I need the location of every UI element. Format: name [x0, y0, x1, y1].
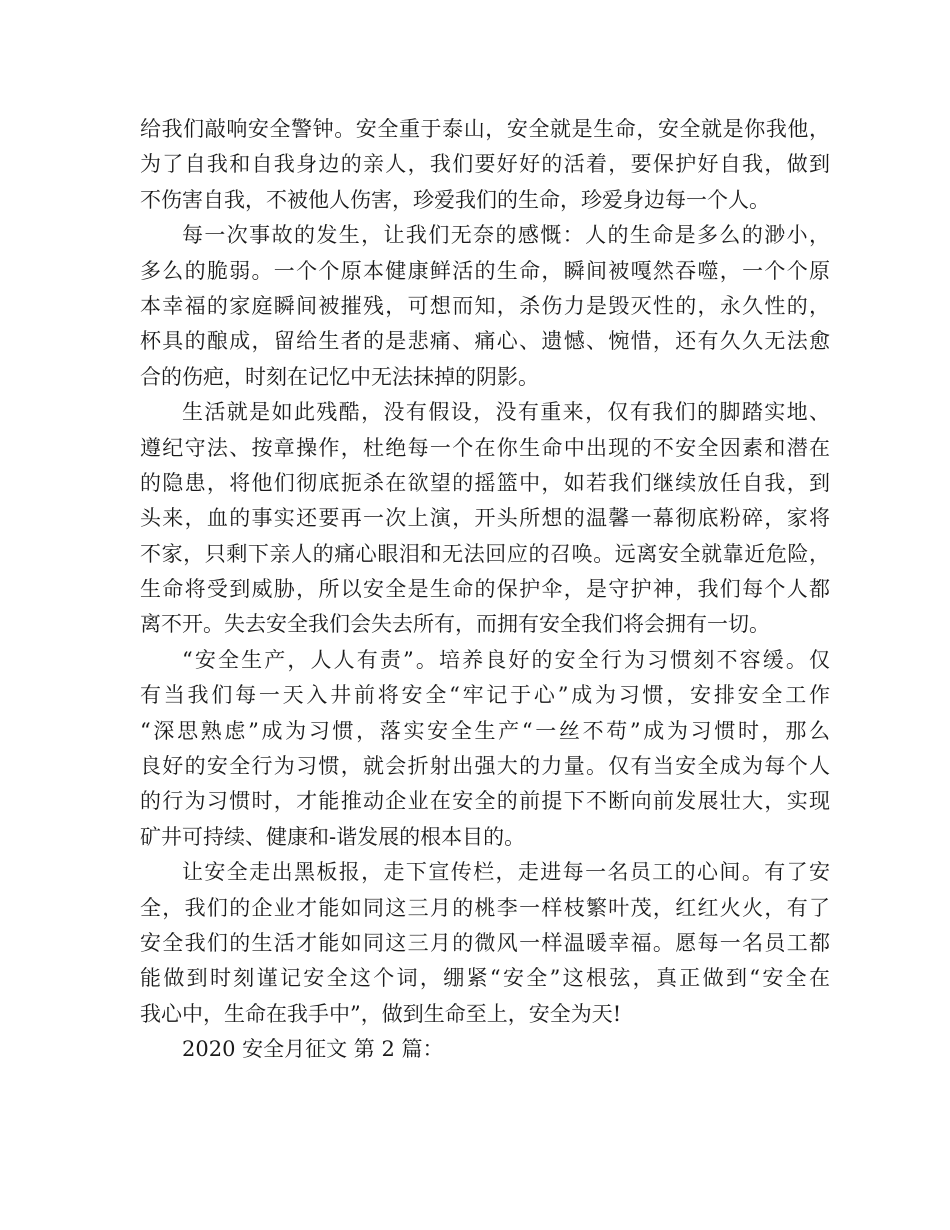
document-body [140, 112, 830, 1068]
paragraph-line: 不伤害自我，不被他人伤害，珍爱我们的生命，珍爱身边每一个人。 [140, 187, 770, 212]
paragraph-line: 的行为习惯时，才能推动企业在安全的前提下不断向前发展壮大，实现 [140, 789, 830, 814]
paragraph-line: 能做到时刻谨记安全这个词，绷紧“安全”这根弦，真正做到“安全在 [140, 966, 830, 991]
paragraph-line: 杯具的酿成，留给生者的是悲痛、痛心、遗憾、惋惜，还有久久无法愈 [140, 329, 830, 354]
paragraph-line: 生命将受到威胁，所以安全是生命的保护伞，是守护神，我们每个人都 [140, 577, 830, 602]
paragraph-line: 不家，只剩下亲人的痛心眼泪和无法回应的召唤。远离安全就靠近危险， [140, 541, 830, 566]
paragraph-line: 遵纪守法、按章操作，杜绝每一个在你生命中出现的不安全因素和潜在 [140, 435, 830, 460]
paragraph-line: 2020 安全月征文 第 2 篇： [182, 1037, 444, 1062]
paragraph-line: 生活就是如此残酷，没有假设，没有重来，仅有我们的脚踏实地、 [182, 400, 830, 425]
paragraph-line: “安全生产，人人有责”。培养良好的安全行为习惯刻不容缓。仅 [182, 647, 830, 672]
paragraph [140, 112, 830, 218]
paragraph-line: 我心中，生命在我手中”，做到生命至上，安全为天! [140, 1001, 622, 1026]
paragraph-line: 给我们敲响安全警钟。安全重于泰山，安全就是生命，安全就是你我他， [140, 117, 830, 141]
paragraph [140, 855, 830, 1032]
paragraph-line: 多么的脆弱。一个个原本健康鲜活的生命，瞬间被嘎然吞噬，一个个原 [140, 258, 830, 283]
paragraph-line: 良好的安全行为习惯，就会折射出强大的力量。仅有当安全成为每个人 [140, 754, 830, 779]
paragraph [140, 218, 830, 395]
paragraph-line: 让安全走出黑板报，走下宣传栏，走进每一名员工的心间。有了安 [182, 860, 830, 885]
paragraph-line: 有当我们每一天入井前将安全“牢记于心”成为习惯，安排安全工作 [140, 683, 830, 708]
paragraph-line: 每一次事故的发生，让我们无奈的感慨：人的生命是多么的渺小， [182, 223, 830, 248]
paragraph-line: “深思熟虑”成为习惯，落实安全生产“一丝不苟”成为习惯时，那么 [140, 718, 830, 743]
paragraph-line: 矿井可持续、健康和-谐发展的根本目的。 [140, 824, 526, 849]
paragraph-line: 合的伤疤，时刻在记忆中无法抹掉的阴影。 [140, 364, 539, 389]
paragraph [140, 1032, 830, 1067]
paragraph [140, 643, 830, 855]
paragraph-line: 离不开。失去安全我们会失去所有，而拥有安全我们将会拥有一切。 [140, 612, 770, 637]
paragraph-line: 的隐患，将他们彻底扼杀在欲望的摇篮中，如若我们继续放任自我，到 [140, 470, 830, 495]
paragraph [140, 395, 830, 643]
paragraph-line: 头来，血的事实还要再一次上演，开头所想的温馨一幕彻底粉碎，家将 [140, 506, 830, 531]
paragraph-line: 安全我们的生活才能如同这三月的微风一样温暖幸福。愿每一名员工都 [140, 930, 830, 955]
paragraph-line: 为了自我和自我身边的亲人，我们要好好的活着，要保护好自我，做到 [140, 152, 830, 177]
paragraph-line: 本幸福的家庭瞬间被摧残，可想而知，杀伤力是毁灭性的，永久性的， [140, 293, 830, 318]
paragraph-line: 全，我们的企业才能如同这三月的桃李一样枝繁叶茂，红红火火，有了 [140, 895, 830, 920]
